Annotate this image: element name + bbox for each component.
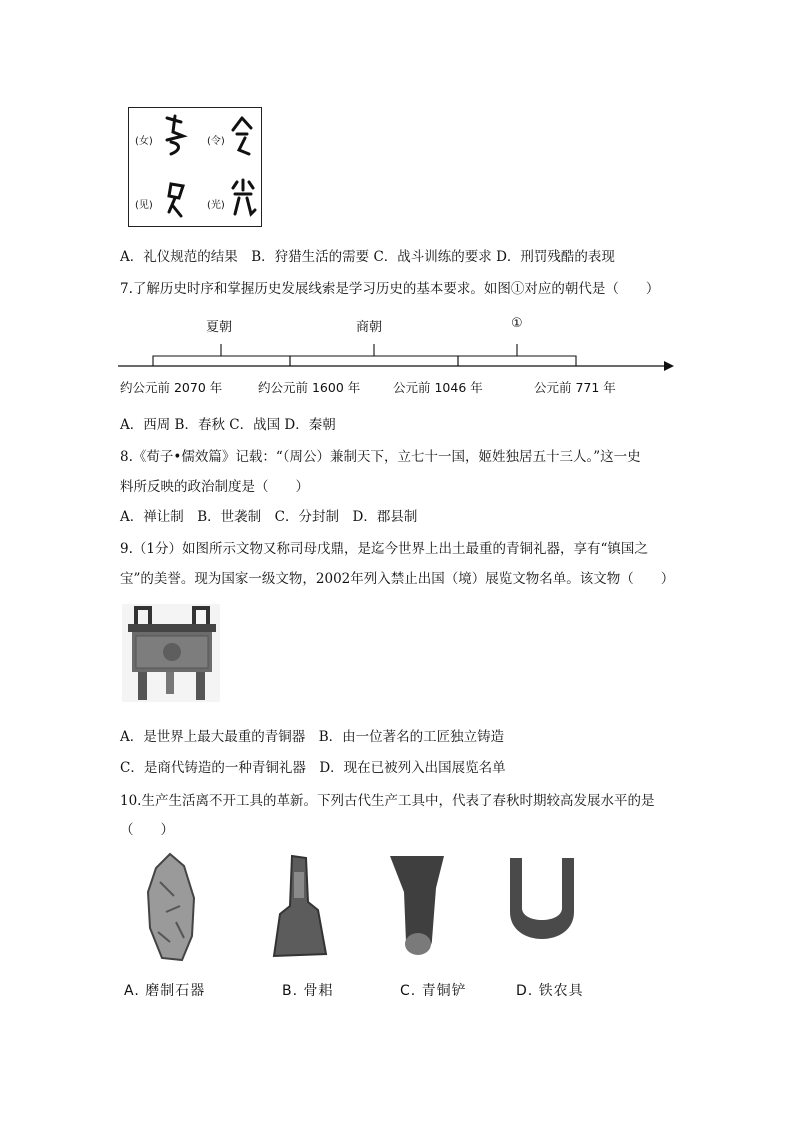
glyph-label-jian: (见)	[135, 200, 153, 211]
glyph-nv	[161, 114, 189, 158]
glyph-jian	[161, 178, 189, 222]
timeline-date-xia: 约公元前 2070 年	[120, 380, 223, 395]
oracle-glyph-figure	[128, 107, 262, 227]
iron-farm-tool-image	[502, 852, 582, 962]
glyph-label-nv: (女)	[135, 136, 153, 147]
q8-stem-line1: 8.《荀子•儒效篇》记载：“（周公）兼制天下，立七十一国，姬姓独居五十三人。”这一史	[120, 449, 641, 465]
tool-caption-d: D. 铁农具	[516, 983, 584, 999]
tool-caption-b: B. 骨耜	[282, 983, 334, 999]
q9-stem-line2: 宝”的美誉。现为国家一级文物，2002年列入禁止出国（境）展览文物名单。该文物（ ）	[120, 571, 675, 587]
timeline-era-xia: 夏朝	[206, 320, 233, 335]
q10-stem-line1: 10.生产生活离不开工具的革新。下列古代生产工具中，代表了春秋时期较高发展水平的是	[120, 793, 655, 809]
timeline-date-zhou: 公元前 1046 年	[393, 380, 483, 395]
glyph-label-guang: (光)	[207, 200, 225, 211]
q10-stem-line2: （ ）	[120, 822, 174, 838]
q7-stem: 7.了解历史时序和掌握历史发展线索是学习历史的基本要求。如图①对应的朝代是（ ）	[120, 281, 660, 297]
tool-caption-a: A. 磨制石器	[124, 983, 206, 999]
q9-option-ab: A．是世界上最大最重的青铜器 B．由一位著名的工匠独立铸造	[120, 729, 505, 745]
glyph-guang	[229, 178, 257, 222]
timeline-date-end: 公元前 771 年	[534, 380, 616, 395]
glyph-label-ling: (令)	[207, 136, 225, 147]
bone-spade-image	[268, 852, 330, 962]
q7-options: A．西周 B．春秋 C．战国 D．秦朝	[120, 417, 336, 433]
polished-stone-tool-image	[140, 852, 202, 964]
tool-caption-c: C. 青铜铲	[400, 983, 467, 999]
timeline-era-blank: ①	[511, 316, 523, 331]
q6-options: A．礼仪规范的结果 B．狩猎生活的需要 C．战斗训练的要求 D．刑罚残酷的表现	[120, 249, 615, 265]
timeline-era-shang: 商朝	[356, 320, 383, 335]
timeline-axis	[118, 338, 678, 374]
bronze-shovel-image	[386, 852, 448, 962]
q9-stem-line1: 9.（1分）如图所示文物又称司母戊鼎，是迄今世界上出土最重的青铜礼器，享有“镇国之	[120, 541, 648, 557]
q8-stem-line2: 料所反映的政治制度是（ ）	[120, 479, 309, 495]
glyph-ling	[229, 114, 255, 158]
q9-option-cd: C．是商代铸造的一种青铜礼器 D．现在已被列入出国展览名单	[120, 760, 506, 776]
timeline-date-shang: 约公元前 1600 年	[258, 380, 361, 395]
q8-options: A．禅让制 B．世袭制 C．分封制 D．郡县制	[120, 509, 418, 525]
simuwu-ding-image	[122, 604, 220, 702]
